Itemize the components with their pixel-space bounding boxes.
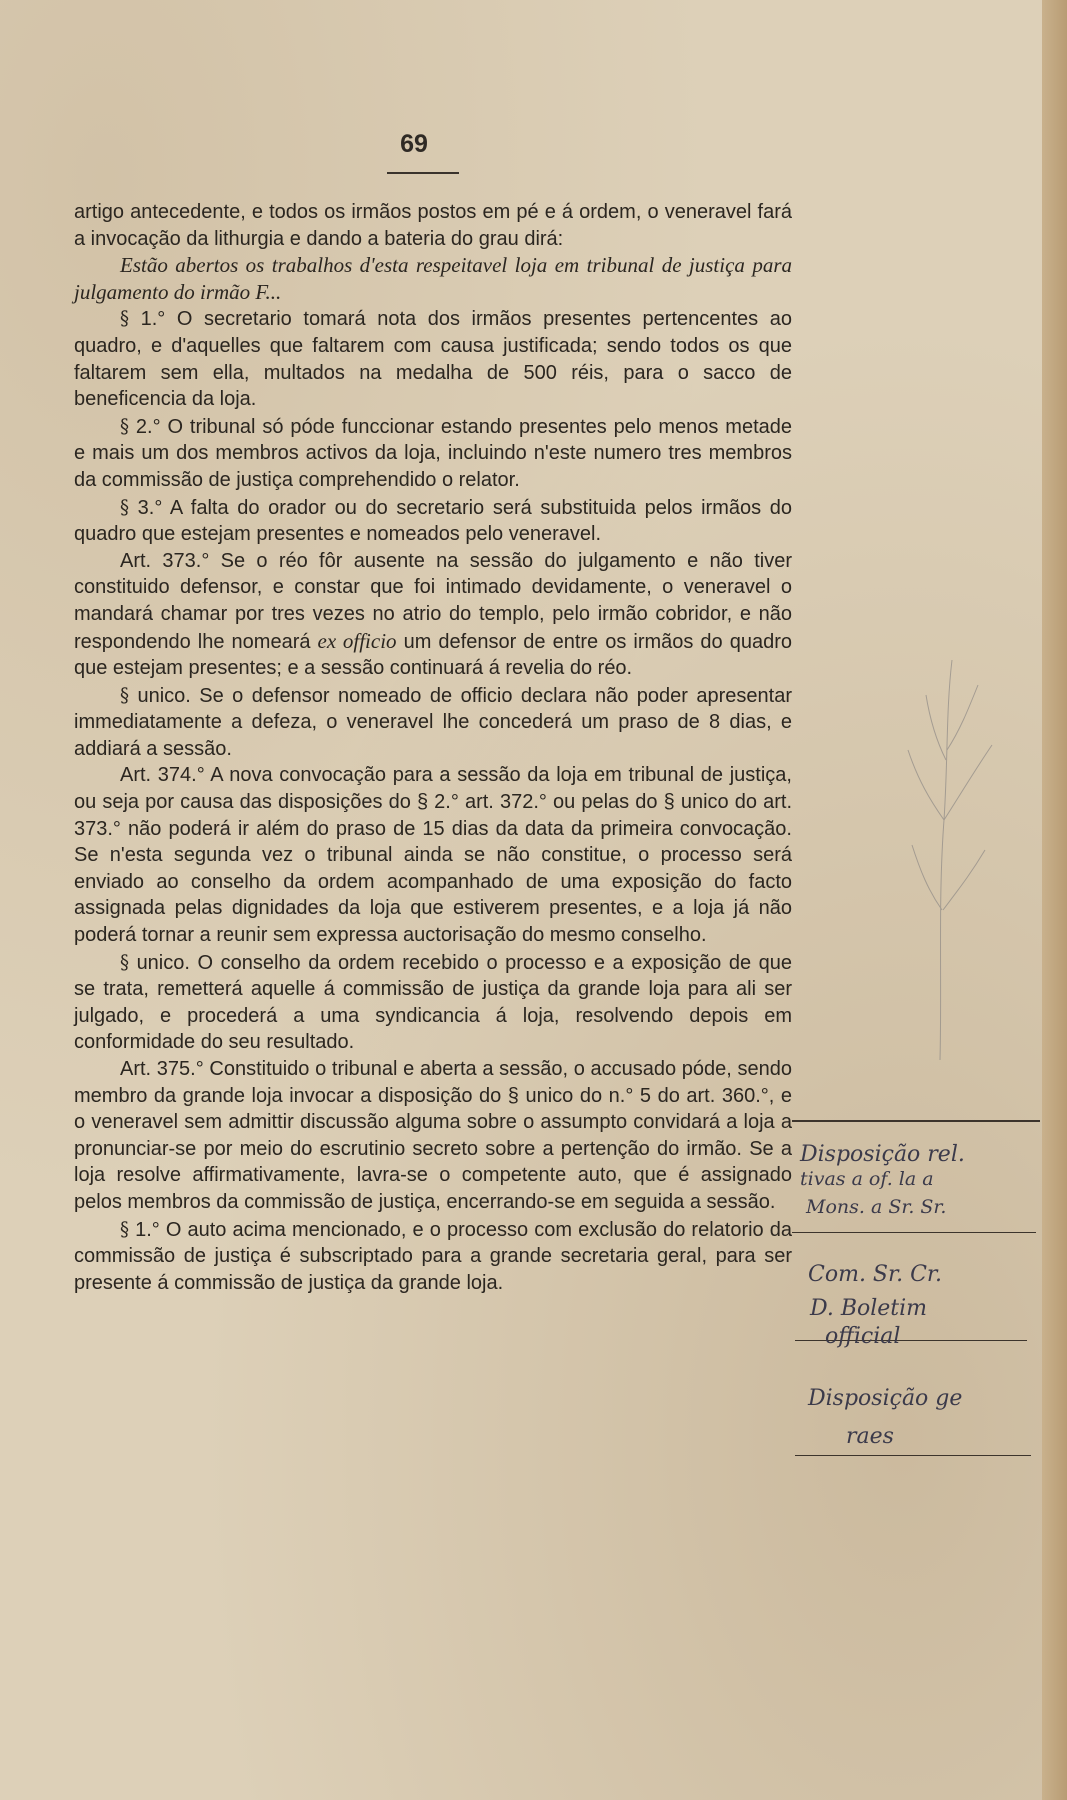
paragraph-text: unico. Se o defensor nomeado de officio declara não poder apresentar immediatamente a defeza, o veneravel lhe concederá um praso de 8 dias, e addiará a sessão. xyxy=(74,684,792,760)
italic-term: ex officio xyxy=(317,628,397,653)
handwritten-note: Mons. a Sr. Sr. xyxy=(806,1196,947,1218)
body-text xyxy=(74,199,792,1296)
margin-rule xyxy=(792,1120,1040,1122)
paragraph: Art. 374.° A nova convocação para a sessão da loja em tribunal de justiça, ou seja por causa das disposições do § 2.° art. 372.° ou pelas do § unico do art. 373.° não poderá ir além do praso de 15 dias da data da primeira convocação. Se n'esta segunda vez o tribunal ainda se não constitue, o processo será enviado ao conselho da ordem acompanhado de uma exposição do facto assignada pelas dignidades da loja que estiverem presentes, e a loja já não poderá tornar a reunir sem expressa auctorisação do mesmo conselho. xyxy=(74,764,792,947)
section-sign: § xyxy=(120,1216,129,1241)
handwritten-note: Disposição rel. xyxy=(800,1142,965,1167)
paragraph xyxy=(74,1216,792,1297)
paragraph-text: 3.° A falta do orador ou do secretario será substituida pelos irmãos do quadro que estejam presentes e nomeados pelo veneravel. xyxy=(74,496,792,546)
paragraph: artigo antecedente, e todos os irmãos postos em pé e á ordem, o veneravel fará a invocação da lithurgia e dando a bateria do grau dirá: xyxy=(74,201,792,250)
page-number: 69 xyxy=(400,130,428,158)
italic-paragraph: Estão abertos os trabalhos d'esta respeitavel loja em tribunal de justiça para julgamento do irmão F... xyxy=(74,253,792,304)
handwritten-note: tivas a of. la a xyxy=(800,1168,934,1190)
handwritten-note: D. Boletim xyxy=(810,1296,928,1321)
paragraph xyxy=(74,494,792,548)
paragraph-text: unico. O conselho da ordem recebido o processo e a exposição de que se trata, remetterá aquelle á commissão de justiça da grande loja para ali ser julgado, e procederá a uma syndicancia á loja, resolvendo depois em conformidade do seu resultado. xyxy=(74,951,793,1054)
paragraph xyxy=(74,682,792,763)
handwritten-note: raes xyxy=(846,1424,894,1449)
margin-rule xyxy=(795,1455,1031,1456)
paragraph: Art. 375.° Constituido o tribunal e aberta a sessão, o accusado póde, sendo membro da grande loja invocar a disposição do § unico do n.° 5 do art. 360.°, e o veneravel sem admittir discussão alguma sobre o assumpto convidará a loja a pronunciar-se por meio do escrutinio secreto sobre a pertenção do irmão. Se a loja resolve affirmativamente, lavra-se o competente auto, que é assignado pelos membros da commissão de justiça, encerrando-se em seguida a sessão. xyxy=(74,1058,792,1213)
paragraph xyxy=(74,413,792,494)
pencil-sketch xyxy=(900,650,1010,1070)
section-sign: § xyxy=(120,494,129,519)
section-sign: § xyxy=(120,306,129,331)
section-sign: § xyxy=(120,413,129,438)
paragraph-text: um defensor de entre os irmãos do quadro que estejam presentes; e a sessão continuará á revelia do réo. xyxy=(74,630,792,680)
margin-rule xyxy=(792,1232,1036,1233)
section-sign: § xyxy=(120,682,129,707)
paragraph xyxy=(74,949,792,1056)
section-sign: § xyxy=(120,949,129,974)
paragraph-text: 1.° O auto acima mencionado, e o processo com exclusão do relatorio da commissão de justiça é subscriptado para a grande secretaria geral, para ser presente á commissão de justiça da grande loja. xyxy=(74,1218,793,1294)
paragraph-text: 1.° O secretario tomará nota dos irmãos presentes pertencentes ao quadro, e d'aquelles que faltarem com causa justificada; sendo todos os que faltarem sem ella, multados na medalha de 500 réis, para o sacco de beneficencia da loja. xyxy=(74,308,793,411)
paragraph-text: 2.° O tribunal só póde funccionar estando presentes pelo menos metade e mais um dos membros activos da loja, incluindo n'este numero tres membros da commissão de justiça comprehendido o relator. xyxy=(74,415,792,491)
handwritten-note: Com. Sr. Cr. xyxy=(808,1262,943,1287)
handwritten-note: Disposição ge xyxy=(808,1386,963,1411)
paragraph xyxy=(74,548,792,682)
handwritten-note: official xyxy=(825,1324,901,1349)
page-edge xyxy=(1042,0,1067,1800)
page-number-rule xyxy=(387,172,459,174)
paragraph xyxy=(74,305,792,412)
paragraph-text: Art. 373.° Se o réo fôr ausente na sessão do julgamento e não tiver constituido defensor, e constar que foi intimado devidamente, o veneravel o mandará chamar por tres vezes no atrio do templo, pelo irmão cobridor, e não respondendo lhe nomeará xyxy=(74,549,792,653)
